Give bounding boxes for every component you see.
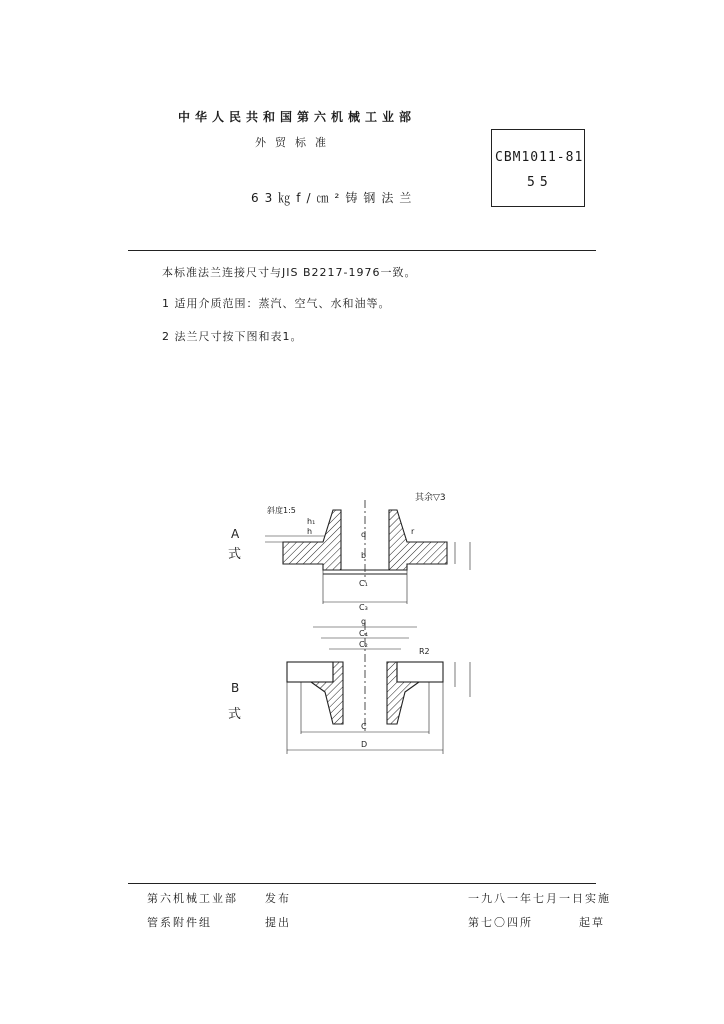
item-2: 2 法兰尺寸按下图和表1。 xyxy=(162,330,303,343)
dim-d-outer: D xyxy=(361,740,368,749)
document-title: 63㎏f/㎝²铸钢法兰 xyxy=(251,191,418,205)
standard-category: 外贸标准 xyxy=(255,136,335,149)
dim-d: d xyxy=(361,530,367,539)
footer-divider xyxy=(128,883,596,884)
dim-c1: C₁ xyxy=(359,579,368,588)
drafter: 第七〇四所 xyxy=(468,916,533,929)
proposer: 管系附件组 xyxy=(147,916,212,929)
dim-b: b xyxy=(361,551,367,560)
ministry-name: 中华人民共和国第六机械工业部 xyxy=(178,110,417,124)
dim-g: g xyxy=(361,617,367,626)
publish-action: 发布 xyxy=(265,892,291,905)
intro-paragraph: 本标准法兰连接尺寸与JIS B2217-1976一致。 xyxy=(162,266,417,279)
type-a-letter: A xyxy=(231,527,240,541)
item-1: 1 适用介质范围：蒸汽、空气、水和油等。 xyxy=(162,297,391,310)
standard-number-box xyxy=(491,129,585,207)
dim-c4: C₄ xyxy=(359,629,368,638)
propose-action: 提出 xyxy=(265,916,291,929)
flange-drawing xyxy=(215,482,505,782)
type-b-section xyxy=(287,622,470,754)
dim-r2: R2 xyxy=(419,647,430,656)
dim-h1: h₁ xyxy=(307,517,316,526)
dim-c2: C₂ xyxy=(359,640,368,649)
type-b-text: 式 xyxy=(228,707,242,722)
surface-note: 其余▽3 xyxy=(415,493,446,503)
chamfer-label: 斜度1:5 xyxy=(267,506,296,515)
dim-c: C xyxy=(361,722,367,731)
type-a-section xyxy=(265,500,470,604)
type-a-text: 式 xyxy=(228,547,242,562)
dim-r: r xyxy=(411,527,415,536)
dim-c3: C₃ xyxy=(359,603,368,612)
dim-h: h xyxy=(307,527,313,536)
publisher: 第六机械工业部 xyxy=(147,892,238,905)
standard-sheet-number: 55 xyxy=(527,175,553,190)
draft-action: 起草 xyxy=(579,916,605,929)
type-b-letter: B xyxy=(231,681,240,695)
header-divider xyxy=(128,250,596,251)
effective-date: 一九八一年七月一日实施 xyxy=(468,892,611,905)
standard-code: CBM1011-81 xyxy=(495,150,584,165)
